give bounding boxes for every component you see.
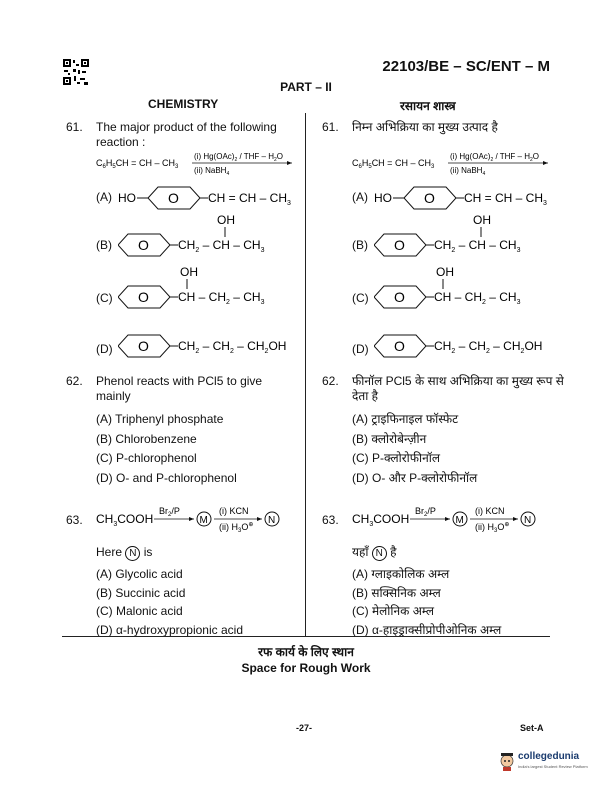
svg-text:O: O	[168, 190, 179, 206]
svg-text:(ii) NaBH4: (ii) NaBH$_4$	[450, 166, 486, 177]
q61-opt-b-structure-en	[118, 212, 303, 260]
svg-text:N: N	[524, 515, 532, 526]
svg-text:OH: OH	[217, 213, 235, 227]
q63-option-en[interactable]: (B) Succinic acid	[96, 585, 186, 600]
q61-opt-b-label-hi: (B)	[352, 238, 368, 252]
svg-text:O: O	[138, 289, 149, 305]
svg-text:CH2 – CH2 – CH2OH: $CH_2 - CH_2 - CH_2OH$	[178, 339, 287, 355]
q63-options-en	[96, 565, 243, 639]
q61-opt-d-structure-hi	[374, 331, 559, 361]
svg-text:O: O	[138, 338, 149, 354]
q61-reaction-hi	[352, 150, 552, 178]
q61-opt-c-structure-en	[118, 264, 303, 312]
q61-opt-a-label-hi: (A)	[352, 190, 368, 204]
q63-option-en[interactable]: (D) α-hydroxypropionic acid	[96, 622, 243, 637]
q63-option-hi[interactable]: (D) α-हाइड्राक्सीप्रोपीओनिक अम्ल	[352, 622, 502, 637]
svg-text:CH = CH – CH3: CH = CH – $CH_3$	[464, 191, 547, 207]
q61-opt-c-structure-hi	[374, 264, 559, 312]
page-number: -27-	[296, 723, 313, 733]
svg-text:CH – CH2 – CH3: CH – $CH_2 - CH_3$	[434, 290, 521, 306]
svg-text:CH2 – CH – CH3: $CH_2$ – CH – $CH_3$	[178, 238, 265, 254]
q61-opt-d-label-hi: (D)	[352, 342, 369, 356]
svg-text:O: O	[394, 338, 405, 354]
chemistry-heading-hi: रसायन शास्त्र	[400, 99, 456, 113]
svg-text:M: M	[199, 515, 208, 526]
svg-text:CH = CH – CH3: CH = CH – $CH_3$	[208, 191, 291, 207]
q63-options-hi	[352, 565, 501, 639]
circled-n-icon: N	[125, 546, 140, 561]
q62-option-hi[interactable]: (D) O- और P-क्लोरोफीनॉल	[352, 470, 478, 485]
logo-text: collegedunia	[518, 751, 580, 762]
svg-text:HO: HO	[374, 191, 392, 205]
column-divider	[305, 113, 306, 636]
q62-option-en[interactable]: (D) O- and P-chlorophenol	[96, 470, 237, 485]
q61-opt-d-label-en: (D)	[96, 342, 113, 356]
rough-work-en: Space for Rough Work	[241, 661, 371, 675]
svg-text:(i) KCN: (i) KCN	[219, 506, 249, 516]
svg-text:O: O	[394, 289, 405, 305]
svg-text:M: M	[455, 515, 464, 526]
collegedunia-logo	[498, 748, 598, 778]
q63-option-en[interactable]: (A) Glycolic acid	[96, 567, 183, 581]
q63-option-en[interactable]: (C) Malonic acid	[96, 604, 183, 618]
q61-reaction-en	[96, 150, 296, 178]
svg-text:CH2 – CH2 – CH2OH: $CH_2 - CH_2 - CH_2OH$	[434, 339, 543, 355]
chemistry-heading-en: CHEMISTRY	[148, 97, 219, 111]
q63-option-hi[interactable]: (A) ग्लाइकोलिक अम्ल	[352, 567, 450, 581]
rough-work-hi: रफ कार्य के लिए स्थान	[258, 645, 354, 659]
svg-text:(ii) NaBH4: (ii) NaBH$_4$	[194, 166, 230, 177]
q62-option-en[interactable]: (C) P-chlorophenol	[96, 451, 197, 465]
svg-text:OH: OH	[436, 265, 454, 279]
q62-options-en	[96, 410, 237, 488]
q62-number-en: 62.	[66, 374, 83, 388]
q61-opt-b-structure-hi	[374, 212, 559, 260]
q62-option-en[interactable]: (A) Triphenyl phosphate	[96, 412, 224, 426]
svg-text:(i) Hg(OAc)2 / THF – H2O: (i) $Hg(OAc)_2$ / THF – $H_2O$	[450, 152, 539, 163]
q62-text-en: Phenol reacts with PCl5 to give mainly	[96, 374, 263, 403]
q61-opt-b-label-en: (B)	[96, 238, 112, 252]
q61-text-hi: निम्न अभिक्रिया का मुख्य उत्पाद है	[352, 120, 498, 134]
svg-text:(i) KCN: (i) KCN	[475, 506, 505, 516]
q61-number-en: 61.	[66, 120, 83, 134]
svg-text:C6H5CH = CH – CH3: $C_6H_5CH$ = CH – $CH_3$	[96, 158, 179, 170]
part-heading: PART – II	[280, 80, 332, 94]
q63-number-hi: 63.	[322, 513, 339, 527]
svg-text:CH2 – CH – CH3: $CH_2$ – CH – $CH_3$	[434, 238, 521, 254]
svg-text:CH3COOH: $CH_3COOH$	[96, 512, 154, 528]
q61-opt-d-structure-en	[118, 331, 303, 361]
q62-option-hi[interactable]: (C) P-क्लोरोफीनॉल	[352, 451, 441, 465]
q63-reaction-hi	[350, 503, 560, 537]
q63-option-hi[interactable]: (C) मेलोनिक अम्ल	[352, 604, 434, 618]
svg-text:O: O	[424, 190, 435, 206]
q62-option-hi[interactable]: (A) ट्राइफिनाइल फॉस्फेट	[352, 412, 459, 426]
svg-text:OH: OH	[473, 213, 491, 227]
svg-text:O: O	[138, 237, 149, 253]
q63-here-line-hi: यहाँ N है	[352, 545, 397, 559]
q61-opt-c-label-en: (C)	[96, 291, 113, 305]
q63-number-en: 63.	[66, 513, 83, 527]
q61-opt-a-label-en: (A)	[96, 190, 112, 204]
svg-text:CH3COOH: $CH_3COOH$	[352, 512, 410, 528]
svg-text:Br2/P: $Br_2/P$	[415, 506, 436, 518]
svg-text:OH: OH	[180, 265, 198, 279]
q62-options-hi	[352, 410, 477, 488]
q61-number-hi: 61.	[322, 120, 339, 134]
q62-number-hi: 62.	[322, 374, 339, 388]
svg-text:(ii) H3O⊕: (ii) $H_3O^\oplus$	[475, 522, 510, 534]
svg-text:CH – CH2 – CH3: CH – $CH_2 - CH_3$	[178, 290, 265, 306]
q62-option-hi[interactable]: (B) क्लोरोबेन्ज़ीन	[352, 431, 427, 446]
q61-text-en: The major product of the following reaction :	[96, 120, 277, 149]
circled-n-icon: N	[372, 546, 387, 561]
q63-here-line-en: Here N is	[96, 545, 153, 559]
q61-opt-a-structure-en	[118, 183, 303, 213]
svg-text:C6H5CH = CH – CH3: $C_6H_5CH$ = CH – $CH_3$	[352, 158, 435, 170]
svg-text:Br2/P: $Br_2/P$	[159, 506, 180, 518]
svg-text:N: N	[268, 515, 276, 526]
svg-text:(ii) H3O⊕: (ii) $H_3O^\oplus$	[219, 522, 254, 534]
svg-text:O: O	[394, 237, 405, 253]
q61-opt-a-structure-hi	[374, 183, 559, 213]
logo-tagline: India's largest Student Review Platform	[518, 764, 588, 769]
q62-text-hi: फीनॉल PCl5 के साथ अभिक्रिया का मुख्य रूप से देता है	[352, 374, 564, 403]
q63-reaction-en	[94, 503, 304, 537]
q63-option-hi[interactable]: (B) सक्सिनिक अम्ल	[352, 585, 441, 600]
q62-option-en[interactable]: (B) Chlorobenzene	[96, 431, 197, 446]
paper-code: 22103/BE – SC/ENT – M	[382, 58, 550, 75]
q61-opt-c-label-hi: (C)	[352, 291, 369, 305]
graduate-avatar-icon	[498, 750, 516, 772]
svg-text:(i) Hg(OAc)2 / THF – H2O: (i) $Hg(OAc)_2$ / THF – $H_2O$	[194, 152, 283, 163]
svg-text:HO: HO	[118, 191, 136, 205]
set-label: Set-A	[520, 723, 544, 733]
rough-work-divider	[62, 636, 550, 637]
